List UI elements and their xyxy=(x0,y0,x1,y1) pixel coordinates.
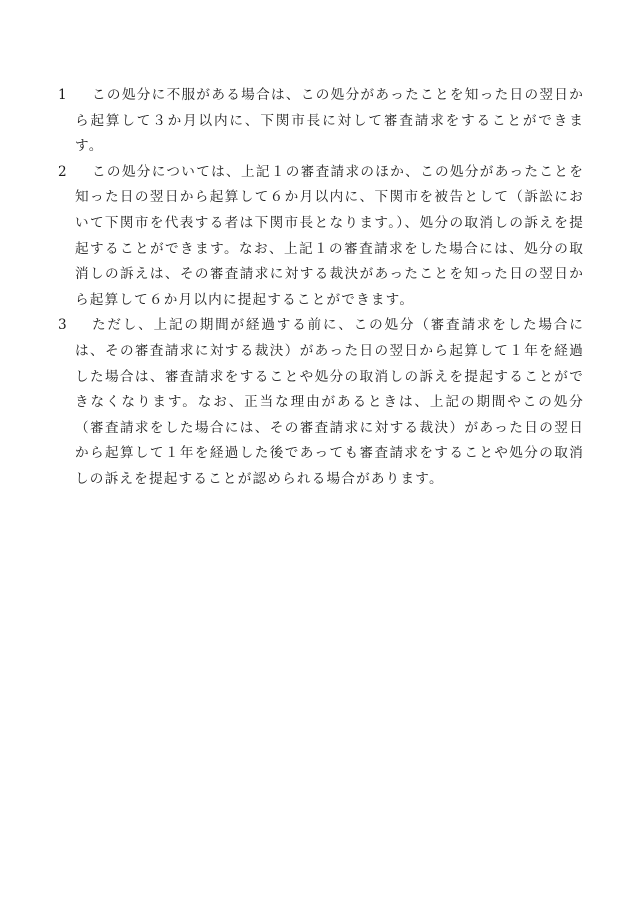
appeal-notice-list xyxy=(58,83,584,493)
notice-item-2 xyxy=(58,160,584,314)
item-number: 2 xyxy=(58,163,68,180)
item-text: ただし、上記の期間が経過する前に、この処分（審査請求をした場合には、その審査請求に対する裁決）があった日の翌日から起算して１年を経過した場合は、審査請求をすることや処分の取消しの訴えを提起することができなくなります。なお、正当な理由があるときは、上記の期間やこの処分（審査請求をした場合には、その審査請求に対する裁決）があった日の翌日から起算して１年を経過した後であっても審査請求をすることや処分の取消しの訴えを提起することが認められる場合があります。 xyxy=(75,317,584,487)
notice-item-1 xyxy=(58,83,584,160)
notice-item-3 xyxy=(58,313,584,492)
item-text: この処分については、上記１の審査請求のほか、この処分があったことを知った日の翌日から起算して６か月以内に、下関市を被告として（訴訟において下関市を代表する者は下関市長となります。）、処分の取消しの訴えを提起することができます。なお、上記１の審査請求をした場合には、処分の取消しの訴えは、その審査請求に対する裁決があったことを知った日の翌日から起算して６か月以内に提起することができます。 xyxy=(75,163,584,308)
item-text: この処分に不服がある場合は、この処分があったことを知った日の翌日から起算して３か月以内に、下関市長に対して審査請求をすることができます。 xyxy=(75,87,584,155)
item-number: 3 xyxy=(58,317,68,334)
item-number: 1 xyxy=(58,87,68,103)
